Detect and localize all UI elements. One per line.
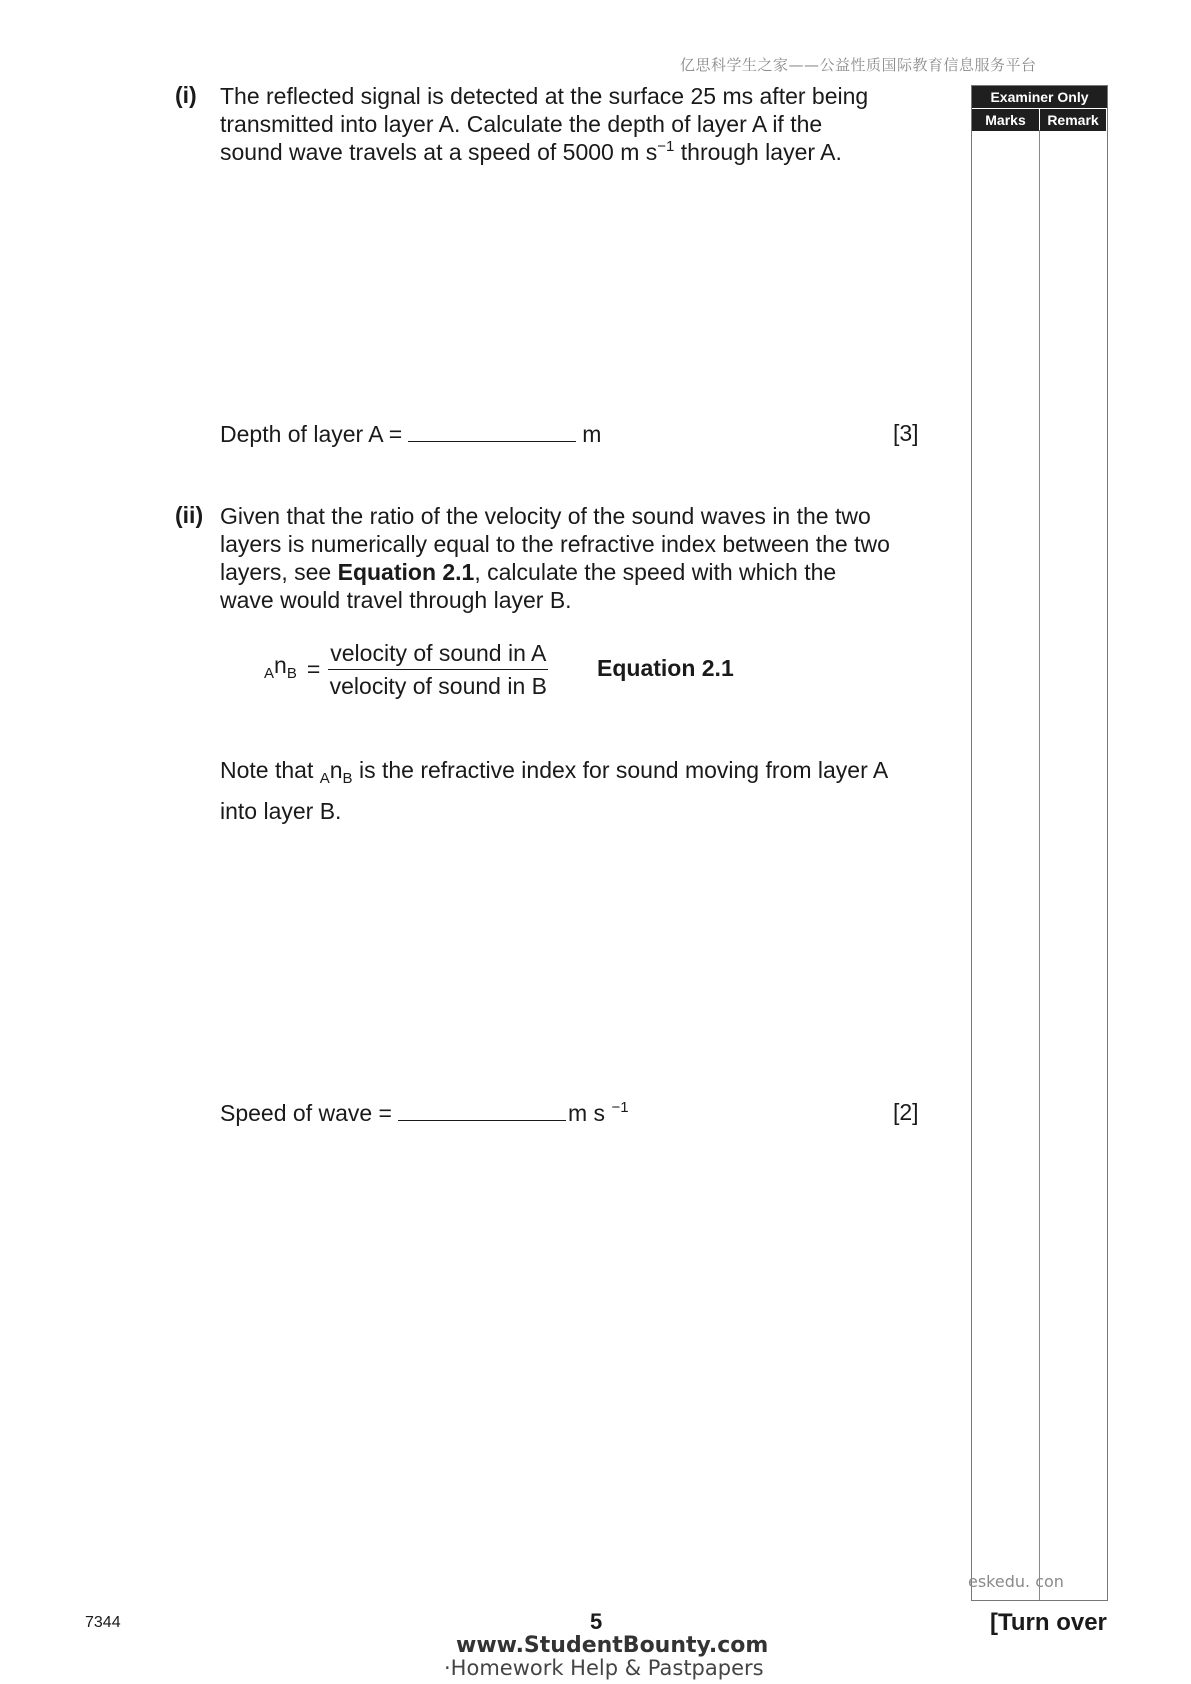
unit-superscript: −1 [657,138,675,155]
part-i-line-3a: sound wave travels at a speed of 5000 m s [220,139,658,165]
page-number: 5 [590,1609,603,1634]
part-ii-line-4: wave would travel through layer B. [220,587,572,613]
refractive-note [220,754,940,827]
eskedu-watermark: eskedu. con [968,1572,1064,1591]
part-ii-line-3a: layers, see [220,559,338,585]
part-ii-line-3 [220,558,940,586]
eq-n: n [274,651,287,678]
speed-answer-label: Speed of wave = [220,1100,392,1126]
speed-answer-unit: m s [567,1100,606,1126]
part-i-line-1: The reflected signal is detected at the surface 25 ms after being [220,83,869,109]
part-ii-label: (ii) [175,502,204,528]
equation-lhs [264,651,297,688]
part-i-line-3 [220,138,940,166]
examiner-column-divider [1039,130,1040,1600]
marks-column-header: Marks [972,108,1040,131]
note-text-a: Note that [220,757,320,783]
watermark-top: 亿思科学生之家——公益性质国际教育信息服务平台 [680,56,1037,74]
examiner-only-header: Examiner Only [972,86,1107,108]
studentbounty-tagline: ·Homework Help & Pastpapers [444,1656,764,1680]
equation-reference: Equation 2.1 [337,559,475,585]
note-subscript-b: B [342,770,353,787]
note-line-2: into layer B. [220,798,342,824]
studentbounty-link[interactable]: www.StudentBounty.com [456,1633,769,1658]
depth-answer-blank[interactable] [408,421,576,442]
depth-answer-line [220,420,601,448]
eq-subscript-a: A [264,664,275,682]
remark-column-header: Remark [1040,108,1106,131]
depth-answer-label: Depth of layer A = [220,421,403,447]
part-ii-question [220,502,940,614]
part-i-label: (i) [175,82,197,108]
speed-unit-superscript: −1 [611,1099,629,1116]
speed-answer-line [220,1099,629,1127]
paper-code: 7344 [85,1614,121,1631]
eq-subscript-b: B [286,664,297,682]
note-line-1 [220,754,940,795]
equation-2-1 [264,638,548,700]
part-ii-line-2: layers is numerically equal to the refractive index between the two [220,531,890,557]
part-i-line-3b: through layer A. [674,139,842,165]
part-i-line-2: transmitted into layer A. Calculate the depth of layer A if the [220,111,823,137]
eq-fraction [328,639,548,700]
examiner-box [971,85,1108,1601]
note-text-b: is the refractive index for sound moving from layer A [352,757,889,783]
part-ii-line-1: Given that the ratio of the velocity of the sound waves in the two [220,503,871,529]
turn-over: [Turn over [990,1609,1107,1636]
part-i-marks: [3] [893,420,919,446]
note-subscript-a: A [319,770,330,787]
equation-label: Equation 2.1 [597,655,734,681]
speed-answer-blank[interactable] [398,1100,566,1121]
part-ii-line-3b: , calculate the speed with which the [474,559,837,585]
part-ii-marks: [2] [893,1099,919,1125]
eq-numerator: velocity of sound in A [328,639,548,670]
note-n: n [329,757,343,783]
eq-denominator: velocity of sound in B [329,672,547,699]
part-i-question [220,82,940,166]
depth-answer-unit: m [582,421,602,447]
eq-equals: = [306,656,321,682]
